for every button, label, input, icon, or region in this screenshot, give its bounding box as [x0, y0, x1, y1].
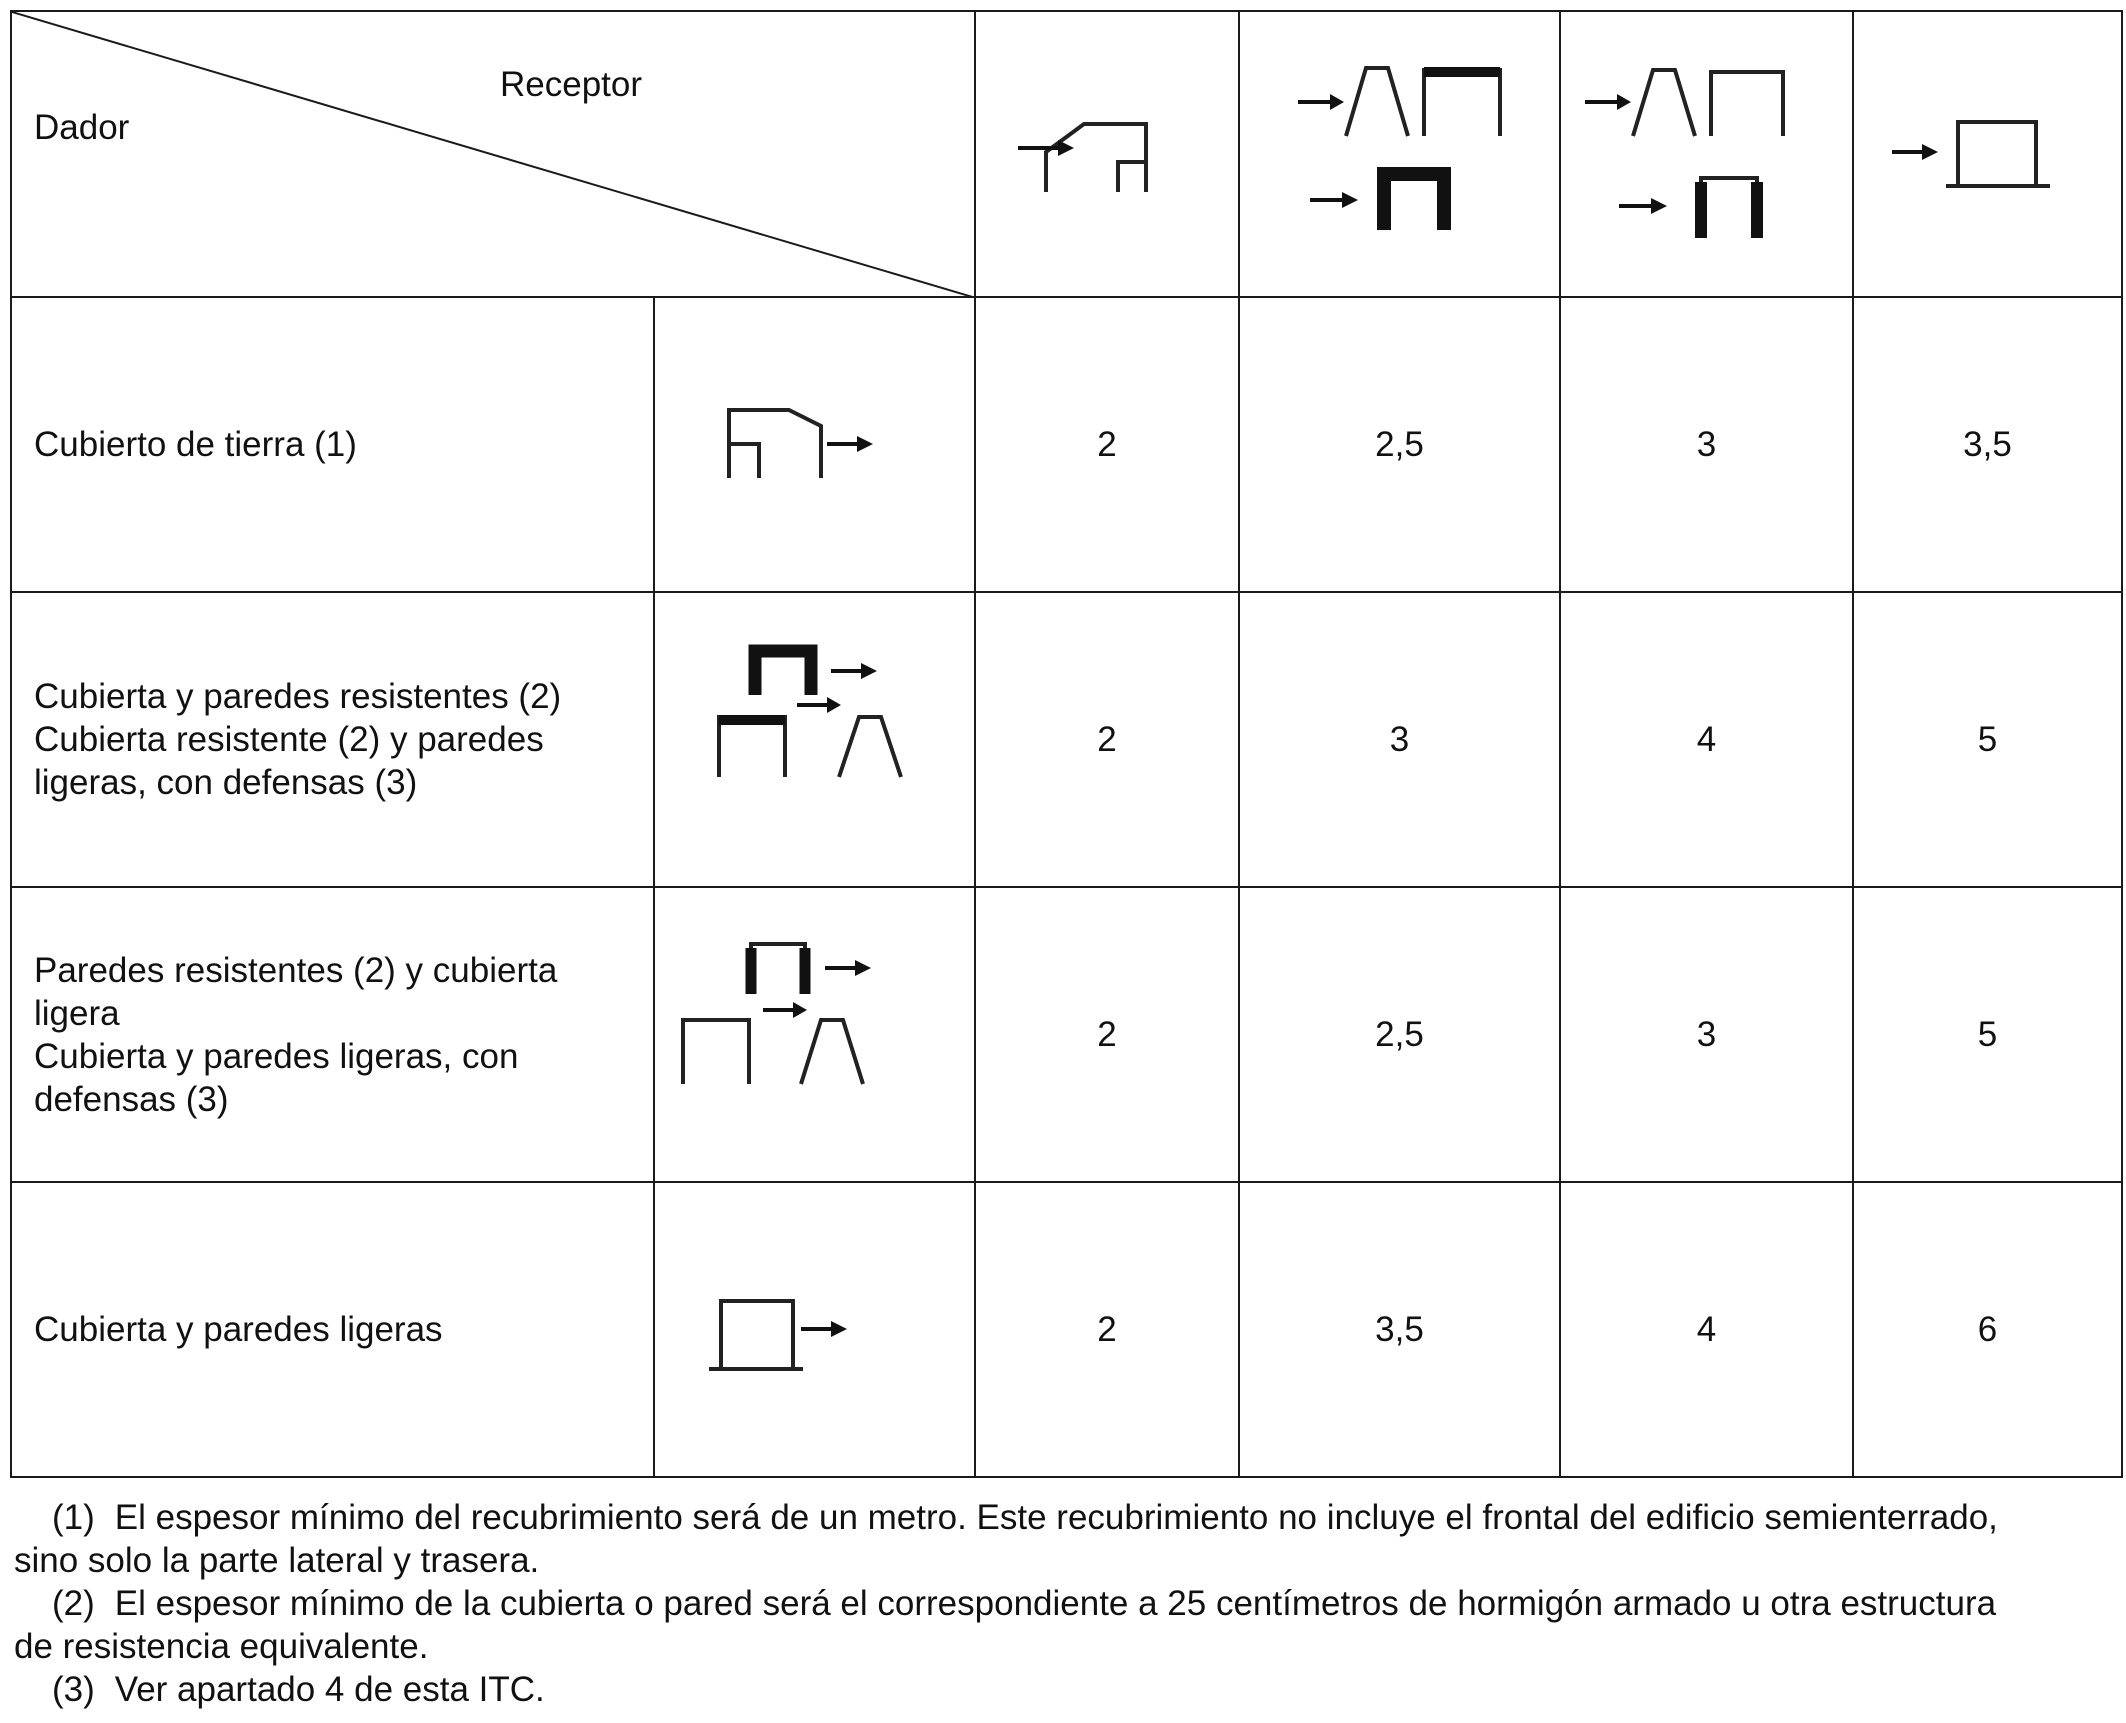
- partial-resistant-building-icon: [654, 887, 975, 1182]
- value-cell: 2,5: [1239, 297, 1560, 592]
- footnote-ref: (3): [52, 1670, 95, 1709]
- light-building-icon: [654, 1182, 975, 1477]
- footnote: [14, 1668, 2122, 1711]
- receptor-resistant-icon: [1239, 11, 1560, 297]
- header-corner-cell: [11, 11, 975, 297]
- footnote-text: Ver apartado 4 de esta ITC.: [114, 1670, 545, 1709]
- row-label-partial-resistant: [11, 887, 654, 1182]
- footnote: [14, 1582, 2122, 1625]
- footnote-ref: (1): [52, 1498, 95, 1537]
- footnote-ref: (2): [52, 1584, 95, 1623]
- row-label-line: Cubierta y paredes ligeras, con: [34, 1036, 519, 1076]
- row-label-line: defensas (3): [34, 1079, 229, 1119]
- value-cell: 3: [1239, 592, 1560, 887]
- table-row: [11, 592, 2122, 887]
- receptor-partial-resistant-icon: [1560, 11, 1853, 297]
- footnote-continuation: sino solo la parte lateral y trasera.: [14, 1541, 540, 1580]
- value-cell: 2,5: [1239, 887, 1560, 1182]
- value-cell: 3: [1560, 887, 1853, 1182]
- table-row: [11, 1182, 2122, 1477]
- value-cell: 2: [975, 592, 1239, 887]
- earth-covered-building-icon: [654, 297, 975, 592]
- row-label-line: Paredes resistentes (2) y cubierta: [34, 950, 558, 990]
- value-cell: 3,5: [1853, 297, 2122, 592]
- row-label-line: Cubierta y paredes resistentes (2): [34, 677, 562, 716]
- footnote-text: El espesor mínimo de la cubierta o pared será el correspondiente a 25 centímetros de hormigón armado u otra estructura: [114, 1584, 1997, 1623]
- value-cell: 4: [1560, 1182, 1853, 1477]
- dador-label: Dador: [34, 108, 130, 147]
- value-cell: 4: [1560, 592, 1853, 887]
- value-cell: 5: [1853, 592, 2122, 887]
- receptor-light-icon: [1853, 11, 2122, 297]
- value-cell: 2: [975, 297, 1239, 592]
- table-header-row: [11, 11, 2122, 297]
- row-label-earth-covered: [11, 297, 654, 592]
- footnote: [14, 1496, 2122, 1539]
- table-row: [11, 297, 2122, 592]
- row-label-line: Cubierta resistente (2) y paredes: [34, 720, 544, 759]
- footnotes: [14, 1496, 2122, 1711]
- row-label-line: ligeras, con defensas (3): [34, 763, 418, 802]
- row-label-line: Cubierto de tierra (1): [34, 425, 357, 464]
- resistant-building-icon: [654, 592, 975, 887]
- receptor-label: Receptor: [500, 65, 643, 104]
- value-cell: 6: [1853, 1182, 2122, 1477]
- receptor-earth-covered-icon: [975, 11, 1239, 297]
- footnote-text: El espesor mínimo del recubrimiento será de un metro. Este recubrimiento no incluye el frontal del edificio semienterrado,: [114, 1498, 1998, 1537]
- row-label-light: [11, 1182, 654, 1477]
- value-cell: 5: [1853, 887, 2122, 1182]
- value-cell: 3,5: [1239, 1182, 1560, 1477]
- row-label-line: ligera: [34, 993, 120, 1033]
- distance-table: [10, 10, 2123, 1478]
- table-row: [11, 887, 2122, 1182]
- row-label-resistant: [11, 592, 654, 887]
- row-label-line: Cubierta y paredes ligeras: [34, 1310, 443, 1349]
- diagonal-divider: [12, 12, 976, 298]
- footnote-continuation: de resistencia equivalente.: [14, 1627, 429, 1666]
- value-cell: 2: [975, 1182, 1239, 1477]
- value-cell: 2: [975, 887, 1239, 1182]
- value-cell: 3: [1560, 297, 1853, 592]
